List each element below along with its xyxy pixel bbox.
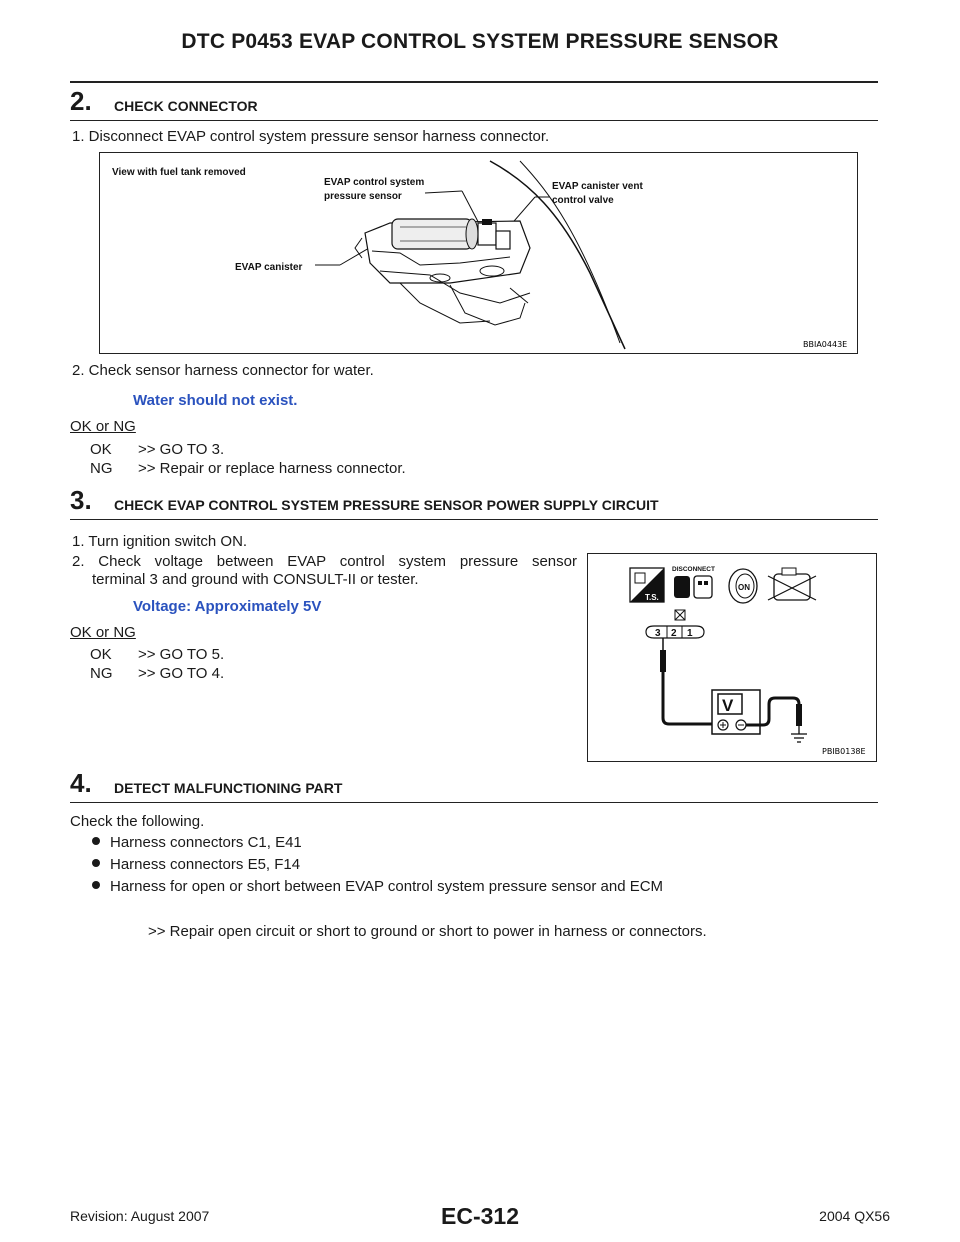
bullet-icon — [92, 859, 100, 867]
section-2-okng-label: OK or NG — [70, 418, 136, 435]
figure-code: BBIA0443E — [803, 340, 848, 349]
section-3-step-2-line-2: terminal 3 and ground with CONSULT-II or tester. — [92, 571, 419, 588]
section-3-spec: Voltage: Approximately 5V — [133, 598, 322, 615]
voltmeter-label: V — [722, 696, 734, 715]
ts-label: T.S. — [645, 593, 659, 602]
connector-right-icon — [694, 576, 712, 598]
section-4-intro: Check the following. — [70, 813, 205, 830]
pin-3-label: 3 — [655, 628, 661, 639]
fig-label-sensor-line1: EVAP control system — [324, 177, 425, 188]
section-2-number: 2. — [70, 86, 92, 116]
fig-label-canister: EVAP canister — [235, 262, 303, 273]
section-3-title: CHECK EVAP CONTROL SYSTEM PRESSURE SENSOR POWER SUPPLY CIRCUIT — [114, 497, 659, 513]
bullet-item — [92, 856, 300, 874]
bullet-text: Harness for open or short between EVAP control system pressure sensor and ECM — [110, 878, 664, 895]
section-3-ng-text: >> GO TO 4. — [138, 665, 225, 682]
section-4-number: 4. — [70, 768, 92, 798]
bullet-item — [92, 834, 302, 852]
engine-off-icon — [774, 574, 810, 600]
section-2-header — [70, 86, 878, 121]
section-4-result: >> Repair open circuit or short to ground or short to power in harness or connectors. — [148, 923, 707, 940]
footer-revision: Revision: August 2007 — [70, 1208, 210, 1224]
fig-label-view: View with fuel tank removed — [112, 167, 246, 178]
bullet-icon — [92, 881, 100, 889]
section-2-spec: Water should not exist. — [133, 392, 298, 409]
pin-1-label: 1 — [687, 628, 693, 639]
footer-model: 2004 QX56 — [819, 1208, 890, 1224]
page-title: DTC P0453 EVAP CONTROL SYSTEM PRESSURE SENSOR — [181, 30, 779, 53]
bullet-text: Harness connectors E5, F14 — [110, 856, 301, 873]
section-2-title: CHECK CONNECTOR — [114, 98, 258, 114]
figure-voltage-check — [587, 553, 877, 762]
section-4-title: DETECT MALFUNCTIONING PART — [114, 780, 343, 796]
section-4-header — [70, 768, 878, 803]
fig-label-sensor-line2: pressure sensor — [324, 191, 402, 202]
bullet-text: Harness connectors C1, E41 — [110, 834, 302, 851]
section-2-step-2: 2. Check sensor harness connector for water. — [72, 362, 374, 379]
evap-location-illustration — [100, 153, 857, 353]
section-3-ok-key: OK — [90, 646, 112, 663]
disconnect-label: DISCONNECT — [672, 566, 715, 573]
section-3-okng-label: OK or NG — [70, 624, 136, 641]
bullet-item — [92, 878, 663, 896]
fig-label-vent-line1: EVAP canister vent — [552, 181, 643, 192]
section-2-step-1: 1. Disconnect EVAP control system pressure sensor harness connector. — [72, 128, 550, 145]
section-2-ng-text: >> Repair or replace harness connector. — [138, 460, 406, 477]
probe-positive-icon — [660, 650, 666, 672]
section-2-ok-key: OK — [90, 441, 112, 458]
probe-negative-icon — [796, 704, 802, 726]
section-3-ok-text: >> GO TO 5. — [138, 646, 225, 663]
footer-page-number: EC-312 — [441, 1203, 519, 1229]
figure-evap-sensor-location — [99, 152, 858, 354]
bullet-icon — [92, 837, 100, 845]
fig-label-vent-line2: control valve — [552, 195, 614, 206]
section-3-step-1: 1. Turn ignition switch ON. — [72, 533, 248, 550]
section-3-ng-key: NG — [90, 665, 113, 682]
ignition-on-label: ON — [738, 583, 750, 592]
connector-left-icon — [674, 576, 690, 598]
section-3-step-2-line-1: 2. Check voltage between EVAP control system pressure sensor — [72, 553, 577, 570]
pin-2-label: 2 — [671, 628, 677, 639]
section-2-ng-key: NG — [90, 460, 113, 477]
title-rule — [70, 81, 878, 83]
voltage-check-illustration — [588, 554, 876, 761]
figure-code: PBIB0138E — [822, 747, 866, 756]
section-3-number: 3. — [70, 485, 92, 515]
section-3-header — [70, 485, 878, 520]
section-2-ok-text: >> GO TO 3. — [138, 441, 225, 458]
